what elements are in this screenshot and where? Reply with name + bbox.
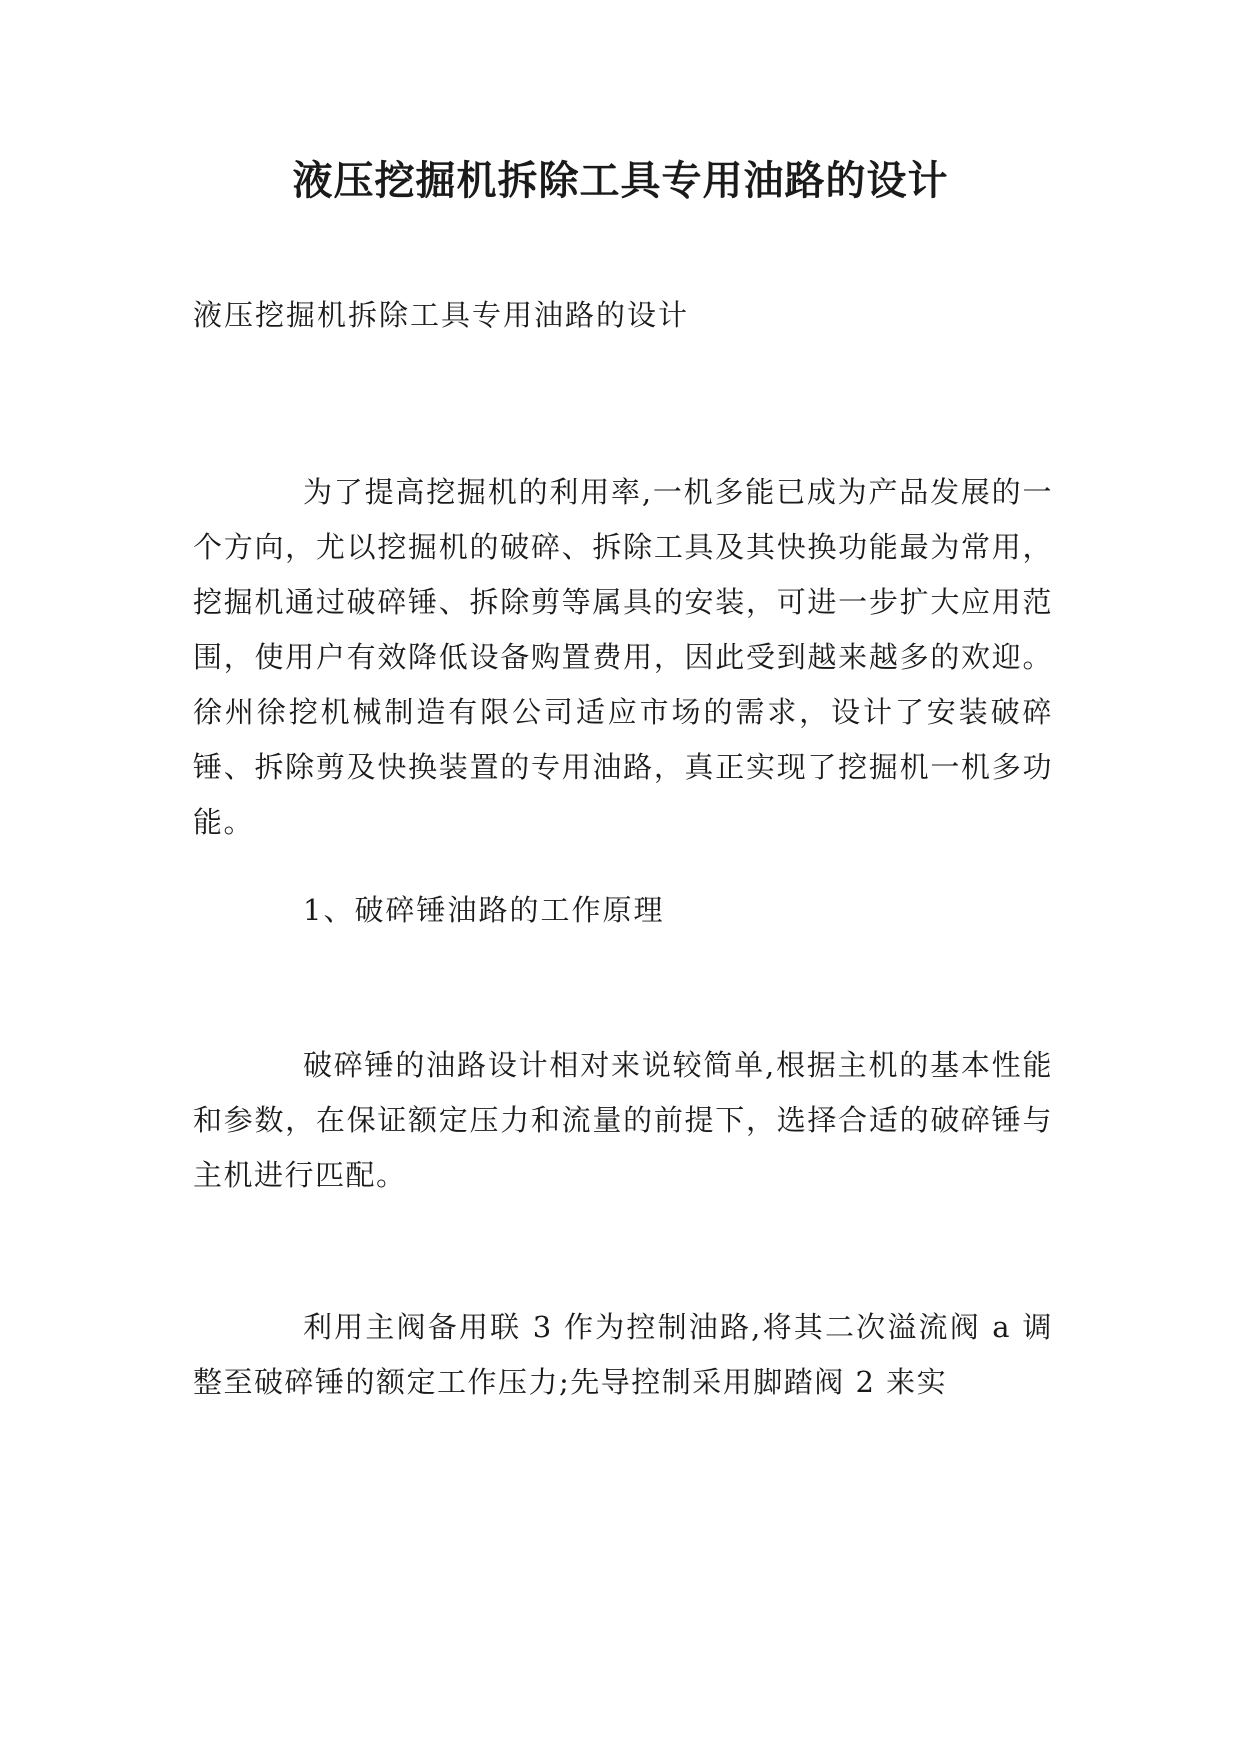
document-subtitle: 液压挖掘机拆除工具专用油路的设计 <box>193 298 690 332</box>
document-title: 液压挖掘机拆除工具专用油路的设计 <box>292 157 949 204</box>
paragraph-intro: 为了提高挖掘机的利用率,一机多能已成为产品发展的一个方向，尤以挖掘机的破碎、拆除工具及其快换功能最为常用，挖掘机通过破碎锤、拆除剪等属具的安装，可进一步扩大应用范围，使用户有效降低设备购置费用，因此受到越来越多的欢迎。徐州徐挖机械制造有限公司适应市场的需求，设计了安装破碎锤、拆除剪及快换装置的专用油路，真正实现了挖掘机一机多功能。 <box>193 475 1053 839</box>
section-heading: 1、破碎锤油路的工作原理 <box>303 893 665 927</box>
paragraph-breaker-design: 破碎锤的油路设计相对来说较简单,根据主机的基本性能和参数，在保证额定压力和流量的前提下，选择合适的破碎锤与主机进行匹配。 <box>193 1048 1053 1192</box>
paragraph-main-valve: 利用主阀备用联 3 作为控制油路,将其二次溢流阀 a 调整至破碎锤的额定工作压力;先导控制采用脚踏阀 2 来实 <box>193 1310 1053 1399</box>
